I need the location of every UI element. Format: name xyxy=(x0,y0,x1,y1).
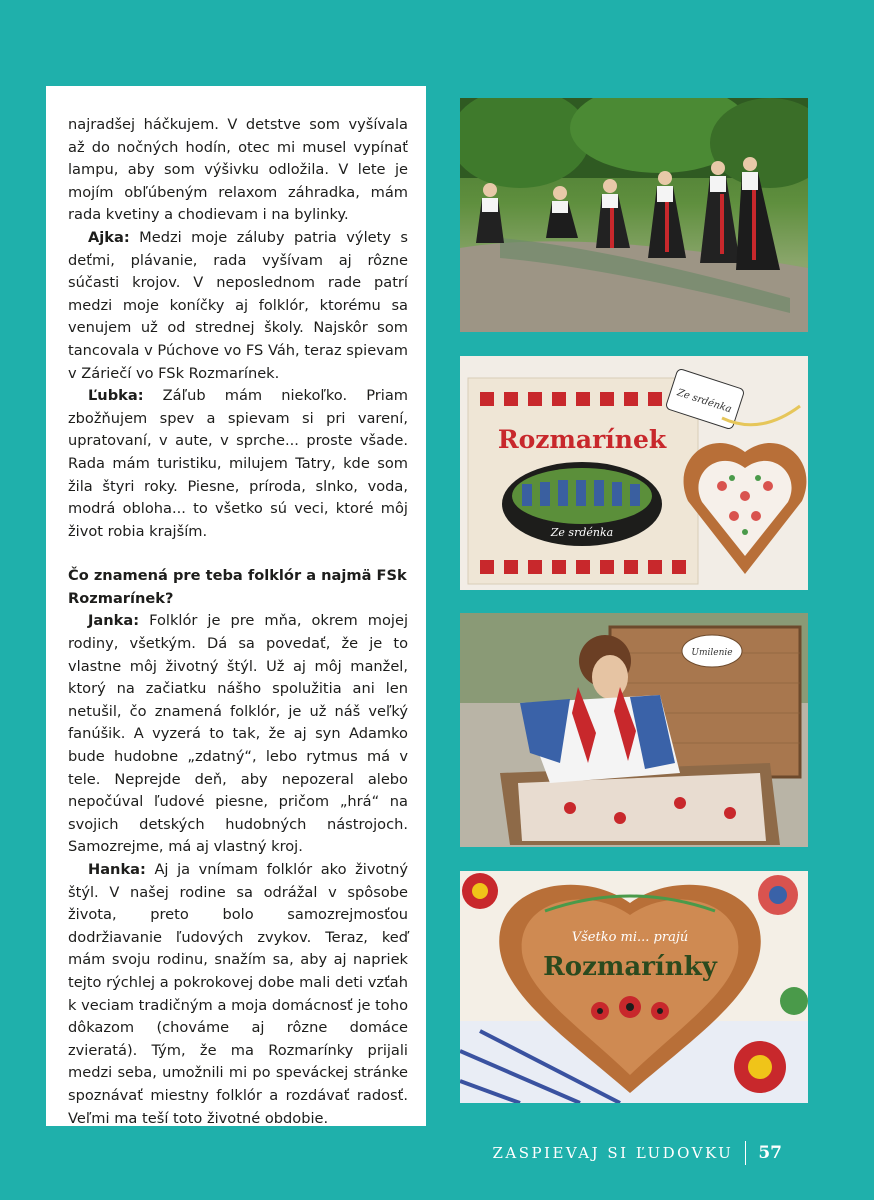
speaker-ajka: Ajka: xyxy=(88,228,130,246)
lubka-answer: Záľub mám niekoľko. Priam zbožňujem spev a spievam si pri varení, upratovaní, v aute, v sprche... proste všade. Rada mám turistiku, milujem Tatry, kde som žila štyri roky. Piesne, príroda, slnko, voda, modrá obloha... to všetko sú veci, ktoré môj život robia krajším. xyxy=(68,387,408,540)
dancers-illustration xyxy=(460,98,808,332)
ajka-answer: Medzi moje záluby patria výlety s deťmi, plávanie, rada vyšívam aj rôzne súčasti krojov. V neposlednom rade patrí medzi moje koníčky aj folklór, ktorému sa venujem už od strednej školy. Najskôr som tancovala v Púchove vo FS Váh, teraz spievam v Záriečí vo FSk Rozmarínek. xyxy=(68,228,408,382)
tag-text: Ze srdénka xyxy=(675,387,733,416)
heart-title: Rozmarínky xyxy=(543,952,717,982)
speaker-hanka: Hanka: xyxy=(88,861,146,878)
janka-answer: Folklór je pre mňa, okrem mojej rodiny, všetkým. Dá sa povedať, že je to vlastne môj životný štýl. Už aj môj manžel, ktorý na začiatku nášho spolužitia ani len netušil, čo znamená folklór, je už náš veľký fanúšik. A vyzerá to tak, že aj syn Adamko bude hudobne „zdatný“, lebo rytmus má v tele. Neprejde deň, aby nepozeral alebo nepočúval ľudové piesne, pričom „hrá“ na svojich detských hudobných nástrojoch. Samozrejme, má aj vlastný kroj. xyxy=(68,612,408,856)
heart-caption: Všetko mi... prajú xyxy=(571,930,689,945)
footer-divider xyxy=(745,1141,746,1165)
speaker-janka: Janka: xyxy=(88,612,140,630)
heart-illustration xyxy=(460,871,808,1103)
speaker-lubka: Ľubka: xyxy=(88,387,144,405)
lubka-paragraph xyxy=(68,385,408,543)
photo-souvenir-suitcase xyxy=(460,613,808,847)
page-footer xyxy=(492,1140,782,1166)
cd-illustration xyxy=(460,356,808,590)
basket-sign: Umilenie xyxy=(691,648,733,658)
intro-paragraph: najradšej háčkujem. V detstve som vyšívala až do nočných hodín, otec mi musel vypínať lampu, aby som výšivku odložila. V lete je mojím obľúbeným relaxom záhradka, mám rada kvetiny a chodievam i na bylinky. xyxy=(68,116,408,224)
page-number: 57 xyxy=(758,1143,782,1163)
cd-subtitle: Ze srdénka xyxy=(550,526,614,539)
suitcase-illustration xyxy=(460,613,808,847)
hanka-paragraph xyxy=(68,859,408,1130)
question-heading: Čo znamená pre teba folklór a najmä FSk Rozmarínek? xyxy=(68,567,407,607)
magazine-title: ZASPIEVAJ SI ĽUDOVKU xyxy=(492,1144,734,1162)
article-text xyxy=(68,114,408,1130)
hanka-answer: Aj ja vnímam folklór ako životný štýl. V našej rodine sa odrážal v spôsobe života, preto bolo samozrejmosťou dodržiavanie ľudových zvykov. Teraz, keď mám svoju rodinu, snažím sa, aby aj napriek tejto rýchlej a pokrokovej dobe mali deti vzťah k veciam tradičným a moja domácnosť je toho dôkazom (chováme aj rôzne domáce zvieratá). Tým, že ma Rozmarínky prijali medzi seba, umožnili mi po speváckej stránke spoznávať miestny folklór a rozdávať radosť. Veľmi ma teší toto životné obdobie. xyxy=(68,861,408,1127)
cd-title: Rozmarínek xyxy=(497,425,667,454)
photo-cd-gingerbread xyxy=(460,356,808,590)
janka-paragraph xyxy=(68,610,408,859)
photo-gingerbread-heart xyxy=(460,871,808,1103)
ajka-paragraph xyxy=(68,227,408,385)
photo-folk-dancers-stream xyxy=(460,98,808,332)
